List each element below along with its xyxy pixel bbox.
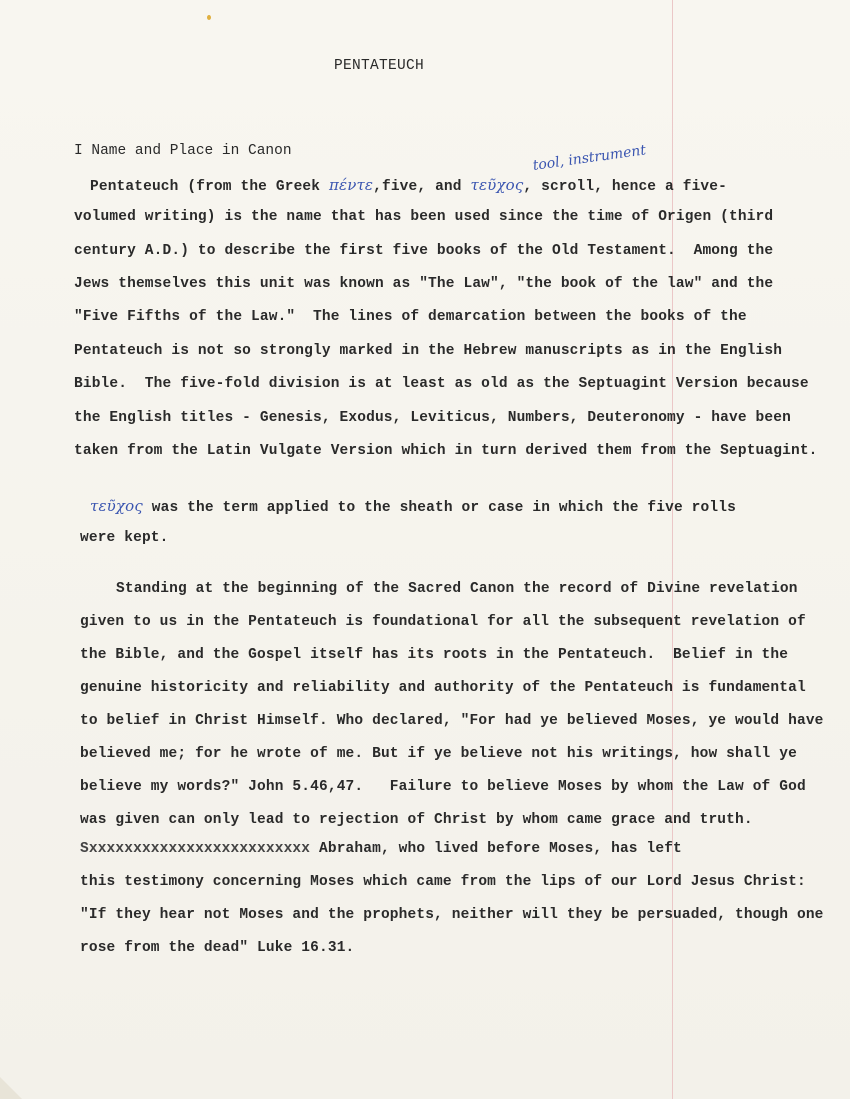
p1-line-4: Jews themselves this unit was known as "The Law", "the book of the law" and the [74,276,774,292]
p3-line-6: believed me; for he wrote of me. But if ye believe not his writings, how shall ye [80,746,797,762]
p1-line-7: Bible. The five-fold division is at least as old as the Septuagint Version because [74,376,809,392]
p3-line-4: genuine historicity and reliability and authority of the Pentateuch is fundamental [80,680,806,696]
section-heading: I Name and Place in Canon [74,143,292,159]
p1-line-5: "Five Fifths of the Law." The lines of demarcation between the books of the [74,309,747,325]
p2-line-2: were kept. [80,530,169,546]
page-title: PENTATEUCH [334,58,425,74]
p3-line-10: this testimony concerning Moses which came from the lips of our Lord Jesus Christ: [80,874,806,890]
p3-line-7: believe my words?" John 5.46,47. Failure to believe Moses by whom the Law of God [80,779,806,795]
p1-line-3: century A.D.) to describe the first five books of the Old Testament. Among the [74,243,774,259]
greek-word-teuchos: τεῦχος [470,176,524,194]
greek-word-pente: πέντε [329,176,374,194]
ink-spot [207,15,211,20]
page-corner-fold [0,1077,22,1099]
p1-line-1: Pentateuch (from the Greek πέντε,five, and τεῦχος, scroll, hence a five- [90,176,727,195]
p1-line-8: the English titles - Genesis, Exodus, Leviticus, Numbers, Deuteronomy - have been [74,410,791,426]
p1-line-6: Pentateuch is not so strongly marked in the Hebrew manuscripts as in the English [74,343,783,359]
p3-line-12: rose from the dead" Luke 16.31. [80,940,355,956]
p3-line-8: was given can only lead to rejection of Christ by whom came grace and truth. [80,812,753,828]
p1-line-9: taken from the Latin Vulgate Version which in turn derived them from the Septuagint. [74,443,818,459]
p3-line-1: Standing at the beginning of the Sacred Canon the record of Divine revelation [116,581,798,597]
struck-out-text: Sxxxxxxxxxxxxxxxxxxxxxxxxx [80,841,311,857]
p1-line-2: volumed writing) is the name that has been used since the time of Origen (third [74,209,774,225]
p2-line-1: τεῦχος was the term applied to the sheath or case in which the five rolls [90,497,736,516]
handwritten-annotation: tool, instrument [531,142,647,174]
p3-line-3: the Bible, and the Gospel itself has its roots in the Pentateuch. Belief in the [80,647,789,663]
p3-line-2: given to us in the Pentateuch is foundational for all the subsequent revelation of [80,614,806,630]
p3-line-9: Sxxxxxxxxxxxxxxxxxxxxxxxxx Abraham, who lived before Moses, has left [80,841,682,857]
p3-line-5: to belief in Christ Himself. Who declared, "For had ye believed Moses, ye would have [80,713,824,729]
greek-word-teuchos-2: τεῦχος [90,497,143,515]
p3-line-11: "If they hear not Moses and the prophets, neither will they be persuaded, though one [80,907,824,923]
margin-line [672,0,673,1099]
